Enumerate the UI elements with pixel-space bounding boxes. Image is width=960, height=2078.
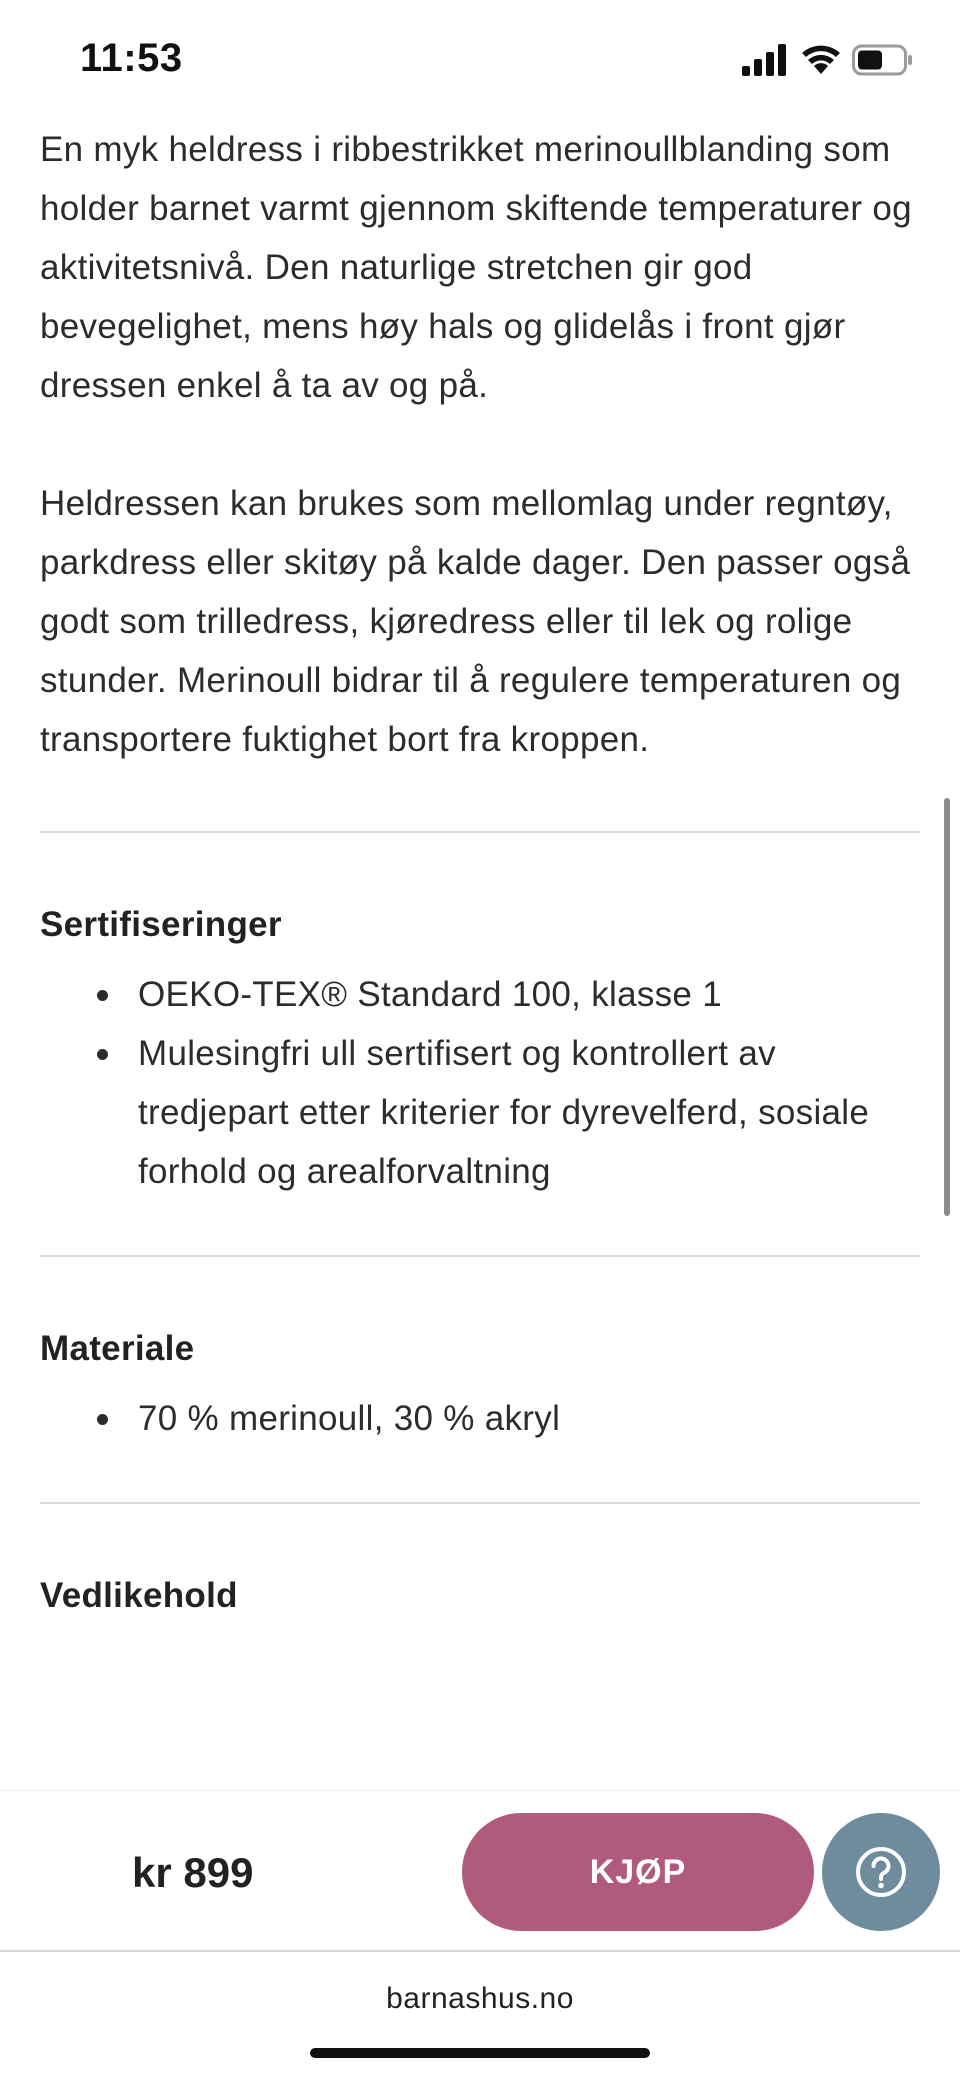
- browser-domain[interactable]: barnashus.no: [386, 1982, 574, 2015]
- list-item: Mulesingfri ull sertifisert og kontrollert av tredjepart etter kriterier for dyrevelferd, sosiale forhold og arealforvaltning: [40, 1024, 920, 1201]
- description-paragraph: En myk heldress i ribbestrikket merinoullblanding som holder barnet varmt gjennom skiftende temperaturer og aktivitetsnivå. Den naturlige stretchen gir god bevegelighet, mens høy hals og glidelås i front gjør dressen enkel å ta av og på.: [40, 130, 912, 405]
- certifications-list: [40, 965, 920, 1201]
- buy-button[interactable]: KJØP: [462, 1813, 814, 1931]
- question-circle-icon: [853, 1844, 909, 1900]
- price: kr 899: [132, 1849, 254, 1896]
- material-list: [40, 1389, 920, 1448]
- list-item: OEKO-TEX® Standard 100, klasse 1: [40, 965, 920, 1024]
- material-title: Materiale: [40, 1329, 195, 1368]
- help-button[interactable]: [822, 1813, 940, 1931]
- wifi-icon: [800, 42, 842, 76]
- battery-icon: [852, 44, 914, 76]
- list-item: 70 % merinoull, 30 % akryl: [40, 1389, 920, 1448]
- description-paragraph: Heldressen kan brukes som mellomlag under regntøy, parkdress eller skitøy på kalde dager. Den passer også godt som trilledress, kjøredress eller til lek og rolige stunder. Merinoull bidrar til å regulere temperaturen og transportere fuktighet bort fra kroppen.: [40, 484, 911, 759]
- care-title[interactable]: Vedlikehold: [40, 1576, 238, 1615]
- status-time: 11:53: [80, 36, 183, 80]
- cellular-signal-icon: [742, 44, 788, 76]
- purchase-bar: [0, 1790, 960, 1952]
- browser-address-bar: [0, 1952, 960, 2078]
- section-divider: [40, 831, 920, 833]
- scrollbar[interactable]: [944, 798, 950, 1216]
- section-divider: [40, 1502, 920, 1504]
- status-bar: [0, 0, 960, 120]
- section-divider: [40, 1255, 920, 1257]
- product-details: [40, 120, 920, 1616]
- certifications-title: Sertifiseringer: [40, 905, 282, 944]
- home-indicator[interactable]: [310, 2048, 650, 2058]
